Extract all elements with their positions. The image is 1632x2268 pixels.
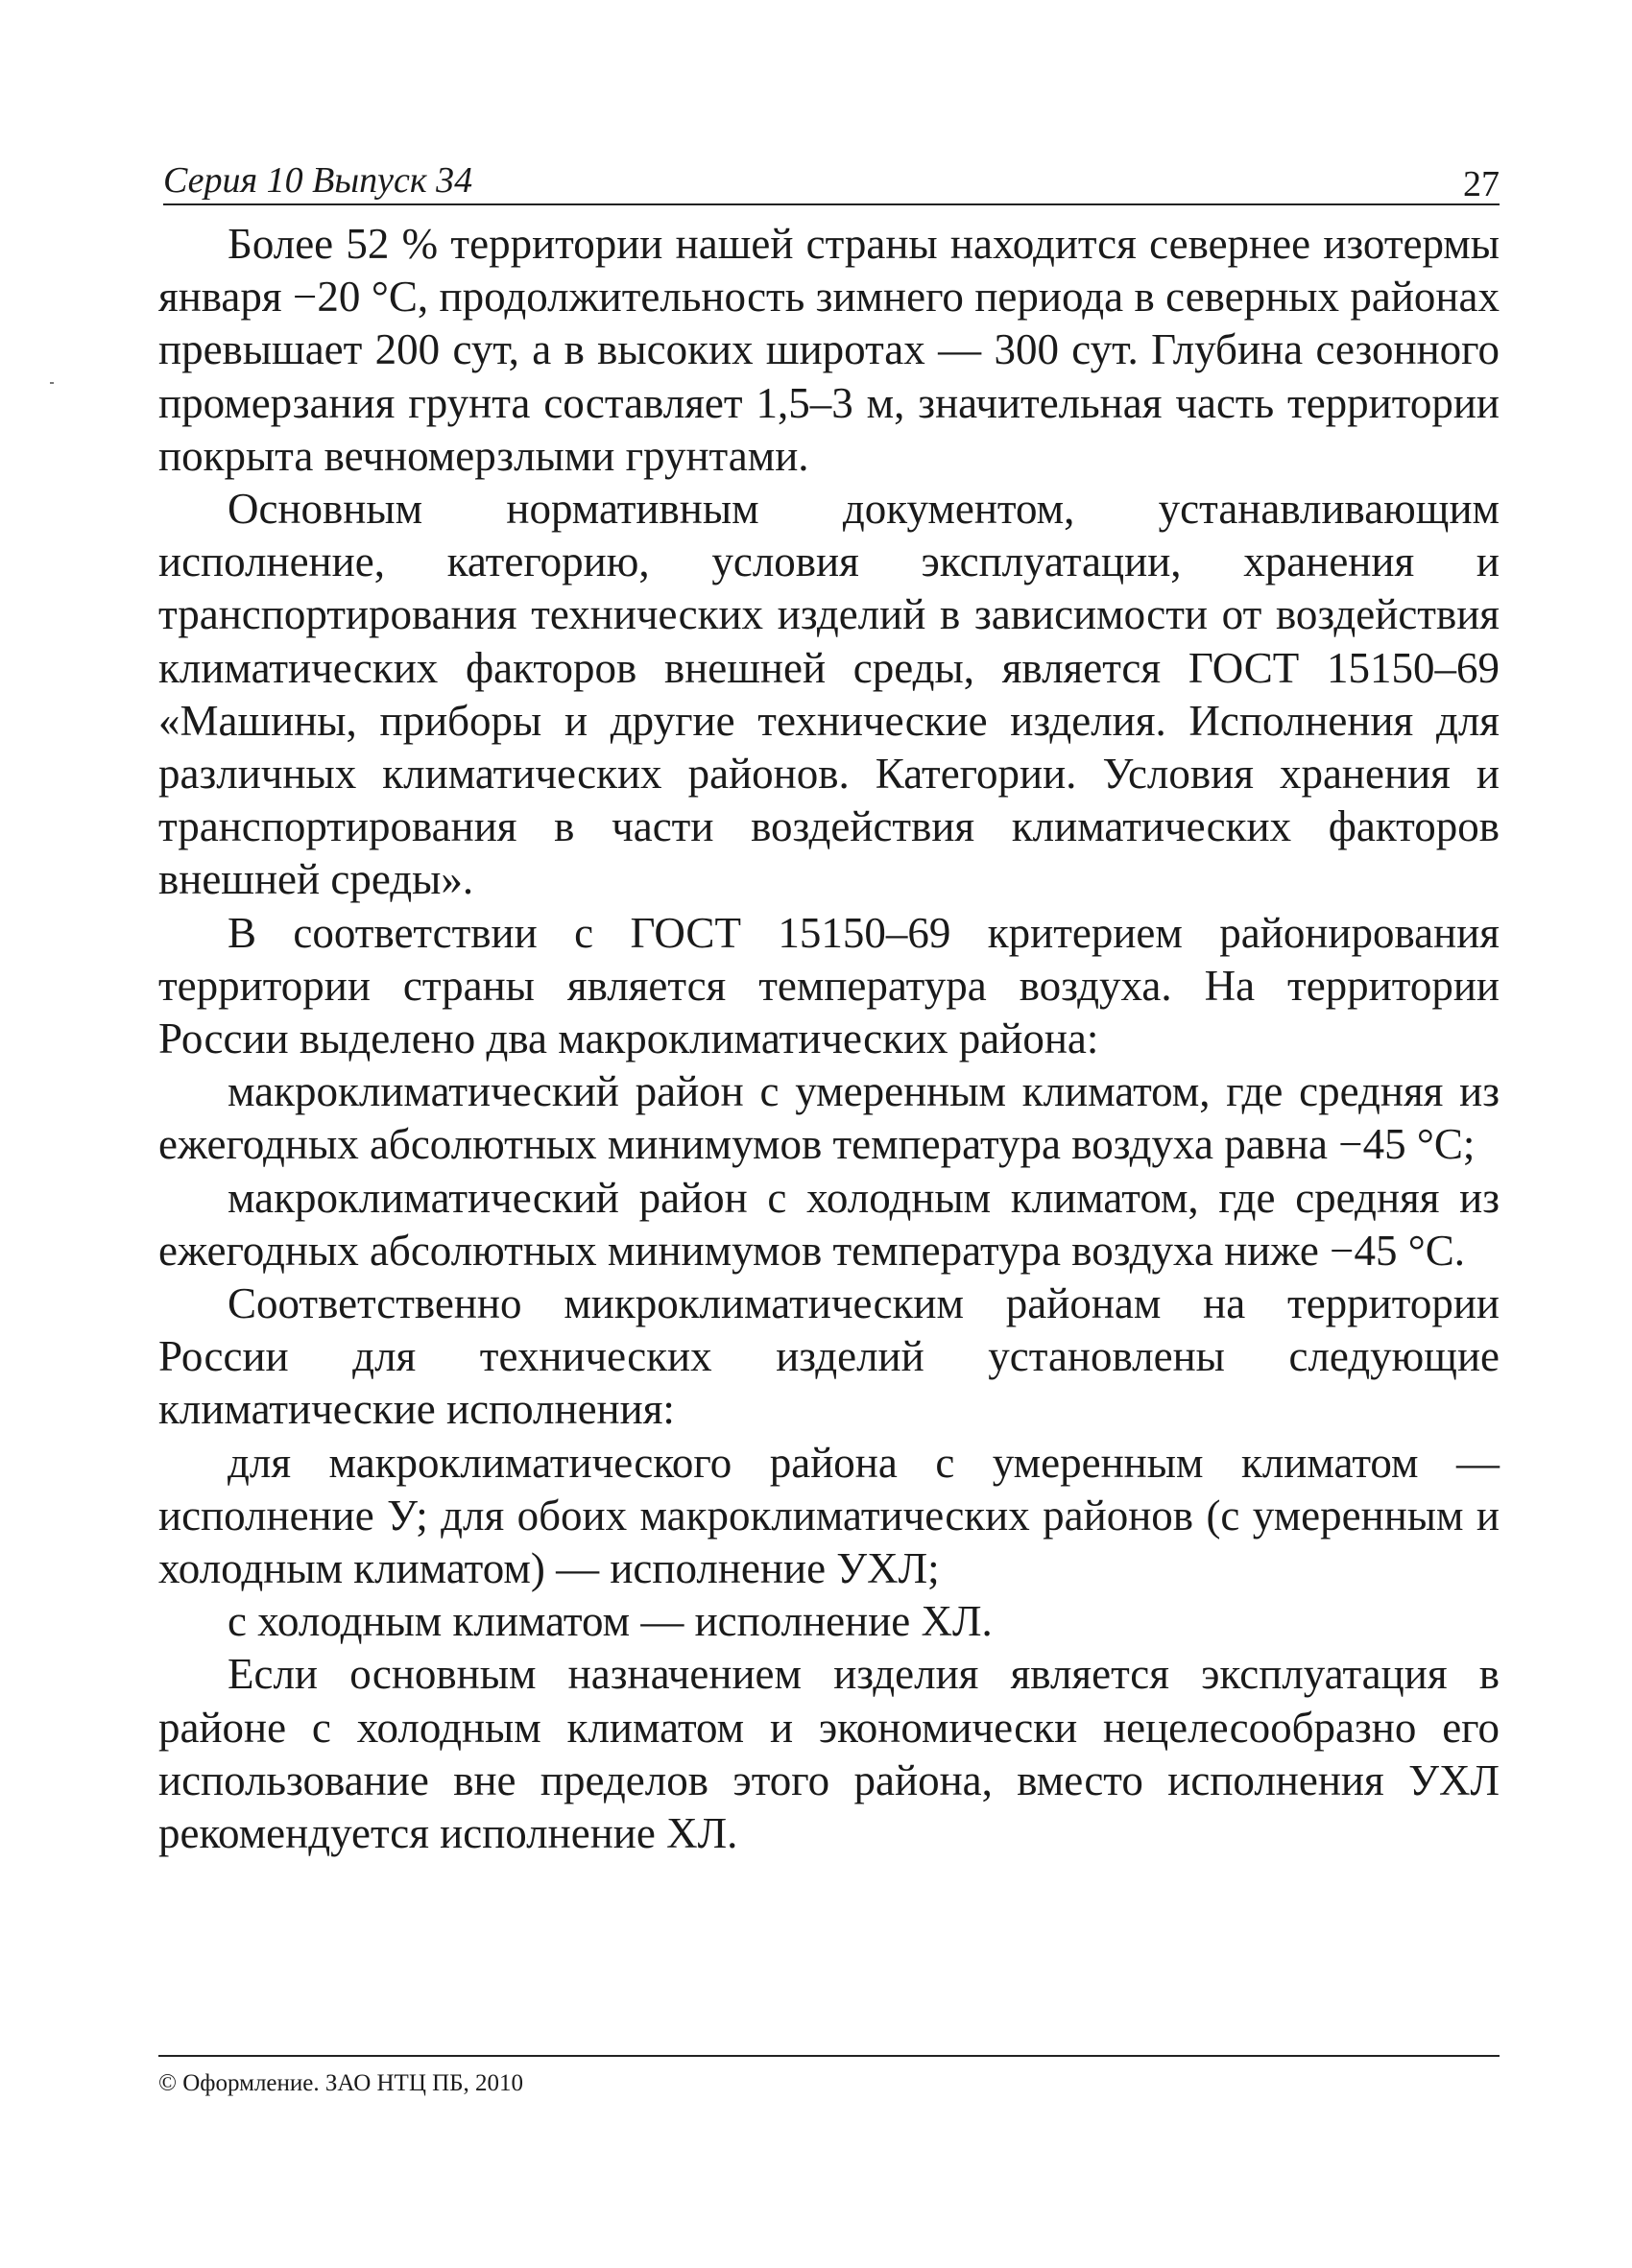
series-title: Серия 10 Выпуск 34	[163, 160, 473, 201]
list-item-moderate-climate: макроклиматический район с умеренным климатом, где средняя из ежегодных абсолютных минимумов температура воздуха равна −45 °С;	[158, 1067, 1500, 1169]
paragraph-climatic-versions: Соответственно микроклиматическим районам на территории России для технических изделий установлены следующие климатические исполнения:	[158, 1279, 1500, 1434]
footer-copyright: © Оформление. ЗАО НТЦ ПБ, 2010	[158, 2070, 524, 2096]
paragraph-zoning-criterion: В соответствии с ГОСТ 15150–69 критерием районирования территории страны является температура воздуха. На территории России выделено два макроклиматических района:	[158, 908, 1500, 1063]
body-text	[158, 218, 1500, 1860]
page-number: 27	[1463, 164, 1500, 204]
list-item-cold-climate: макроклиматический район с холодным климатом, где средняя из ежегодных абсолютных минимумов температура воздуха ниже −45 °С.	[158, 1173, 1500, 1275]
list-item-version-u-uhl: для макроклиматического района с умеренным климатом — исполнение У; для обоих макроклиматических районов (с умеренным и холодным климатом) — исполнение УХЛ;	[158, 1438, 1500, 1593]
paragraph-gost-document: Основным нормативным документом, устанавливающим исполнение, категорию, условия эксплуатации, хранения и транспортирования технических изделий в зависимости от воздействия климатических факторов внешней среды, является ГОСТ 15150–69 «Машины, приборы и другие технические изделия. Исполнения для различных климатических районов. Категории. Условия хранения и транспортирования в части воздействия климатических факторов внешней среды».	[158, 485, 1500, 904]
running-header	[163, 154, 1500, 205]
paragraph-territory: Более 52 % территории нашей страны находится севернее изотермы января −20 °С, продолжительность зимнего периода в северных районах превышает 200 сут, а в высоких широтах — 300 сут. Глубина сезонного промерзания грунта составляет 1,5–3 м, значительная часть территории покрыта вечномерзлыми грунтами.	[158, 220, 1500, 480]
paragraph-recommendation: Если основным назначением изделия является эксплуатация в районе с холодным климатом и экономически нецелесообразно его использование вне пределов этого района, вместо исполнения УХЛ рекомендуется исполнение ХЛ.	[158, 1650, 1500, 1858]
scan-speck	[50, 382, 54, 384]
footer-divider	[158, 2055, 1500, 2057]
list-item-version-hl: с холодным климатом — исполнение ХЛ.	[228, 1597, 993, 1646]
